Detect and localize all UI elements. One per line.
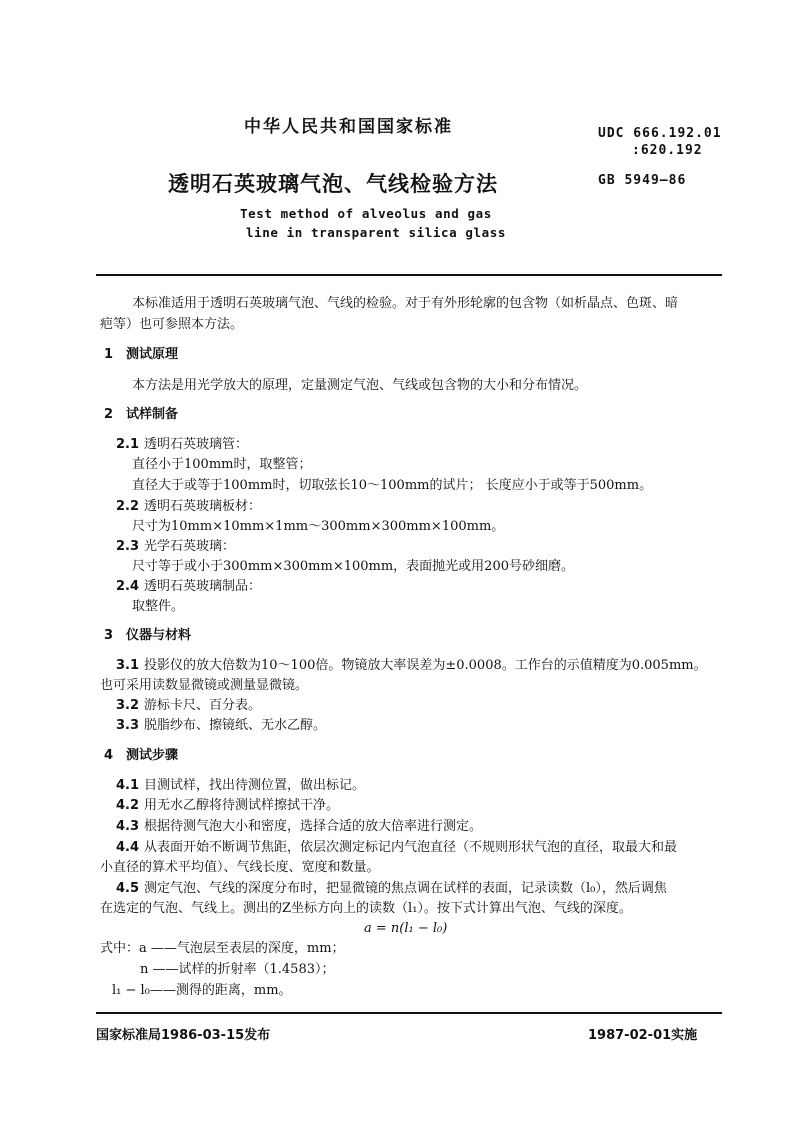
clause-4-4-line-2: 小直径的算术平均值）、气线长度、宽度和数量。 bbox=[100, 860, 380, 875]
clause-2-1-line-2: 直径大于或等于100mm时，切取弦长10～100mm的试片； 长度应小于或等于500mm。 bbox=[132, 478, 653, 493]
clause-2-1-line-1: 直径小于100mm时，取整管； bbox=[132, 457, 312, 472]
formula-where-line-2: n ——试样的折射率（1.4583）； bbox=[140, 962, 335, 977]
clause-2-2: 2.2 透明石英玻璃板材： bbox=[116, 499, 262, 514]
clause-2-4: 2.4 透明石英玻璃制品： bbox=[116, 579, 262, 594]
clause-4-4-line-1: 4.4 从表面开始不断调节焦距，依层次测定标记内气泡直径（不规则形状气泡的直径，取最大和最 bbox=[116, 840, 678, 855]
clause-2-3-line-1: 尺寸等于或小于300mm×300mm×100mm，表面抛光或用200号砂细磨。 bbox=[132, 559, 575, 574]
section-3-heading: 3 仪器与材料 bbox=[104, 628, 192, 643]
intro-line-2: 疤等）也可参照本方法。 bbox=[100, 317, 244, 332]
udc-code-continued: :620.192 bbox=[632, 143, 703, 158]
header-divider bbox=[96, 274, 722, 276]
issue-date: 国家标准局1986-03-15发布 bbox=[96, 1028, 271, 1043]
issuing-organization: 中华人民共和国国家标准 bbox=[244, 117, 453, 137]
clause-4-1: 4.1 目测试样，找出待测位置，做出标记。 bbox=[116, 778, 366, 793]
clause-2-3: 2.3 光学石英玻璃： bbox=[116, 539, 236, 554]
clause-4-5-line-2: 在选定的气泡、气线上。测出的Z坐标方向上的读数（l₁）。按下式计算出气泡、气线的深度。 bbox=[100, 901, 632, 916]
effective-date: 1987-02-01实施 bbox=[588, 1028, 698, 1043]
standard-number: GB 5949—86 bbox=[598, 173, 687, 188]
english-title-line-1: Test method of alveolus and gas bbox=[240, 206, 492, 221]
section-2-heading: 2 试样制备 bbox=[104, 407, 179, 422]
intro-line-1: 本标准适用于透明石英玻璃气泡、气线的检验。对于有外形轮廓的包含物（如析晶点、色斑、暗 bbox=[132, 296, 679, 311]
section-1-text: 本方法是用光学放大的原理，定量测定气泡、气线或包含物的大小和分布情况。 bbox=[132, 378, 588, 393]
clause-4-3: 4.3 根据待测气泡大小和密度，选择合适的放大倍率进行测定。 bbox=[116, 819, 483, 834]
formula-where-line-3: l₁ − l₀——测得的距离，mm。 bbox=[112, 983, 292, 998]
clause-2-1: 2.1 透明石英玻璃管： bbox=[116, 437, 249, 452]
clause-3-1-line-1: 3.1 投影仪的放大倍数为10～100倍。物镜放大率误差为±0.0008。工作台的示值精度为0.005mm。 bbox=[116, 658, 707, 673]
footer-divider bbox=[96, 1012, 722, 1014]
clause-4-2: 4.2 用无水乙醇将待测试样擦拭干净。 bbox=[116, 798, 340, 813]
section-4-heading: 4 测试步骤 bbox=[104, 748, 179, 763]
document-title: 透明石英玻璃气泡、气线检验方法 bbox=[168, 172, 498, 196]
clause-4-5-line-1: 4.5 测定气泡、气线的深度分布时，把显微镜的焦点调在试样的表面，记录读数（l₀），然后调焦 bbox=[116, 881, 667, 896]
english-title-line-2: line in transparent silica glass bbox=[246, 225, 507, 240]
clause-2-2-line-1: 尺寸为10mm×10mm×1mm～300mm×300mm×100mm。 bbox=[132, 519, 505, 534]
clause-3-3: 3.3 脱脂纱布、擦镜纸、无水乙醇。 bbox=[116, 718, 327, 733]
formula-where-line-1: 式中：a ——气泡层至表层的深度，mm； bbox=[100, 941, 345, 956]
clause-3-2: 3.2 游标卡尺、百分表。 bbox=[116, 698, 262, 713]
clause-2-4-line-1: 取整件。 bbox=[132, 599, 185, 614]
depth-formula: a = n(l₁ − l₀) bbox=[364, 921, 448, 936]
udc-code: UDC 666.192.01 bbox=[598, 126, 722, 141]
section-1-heading: 1 测试原理 bbox=[104, 347, 179, 362]
clause-3-1-line-2: 也可采用读数显微镜或测量显微镜。 bbox=[100, 678, 309, 693]
